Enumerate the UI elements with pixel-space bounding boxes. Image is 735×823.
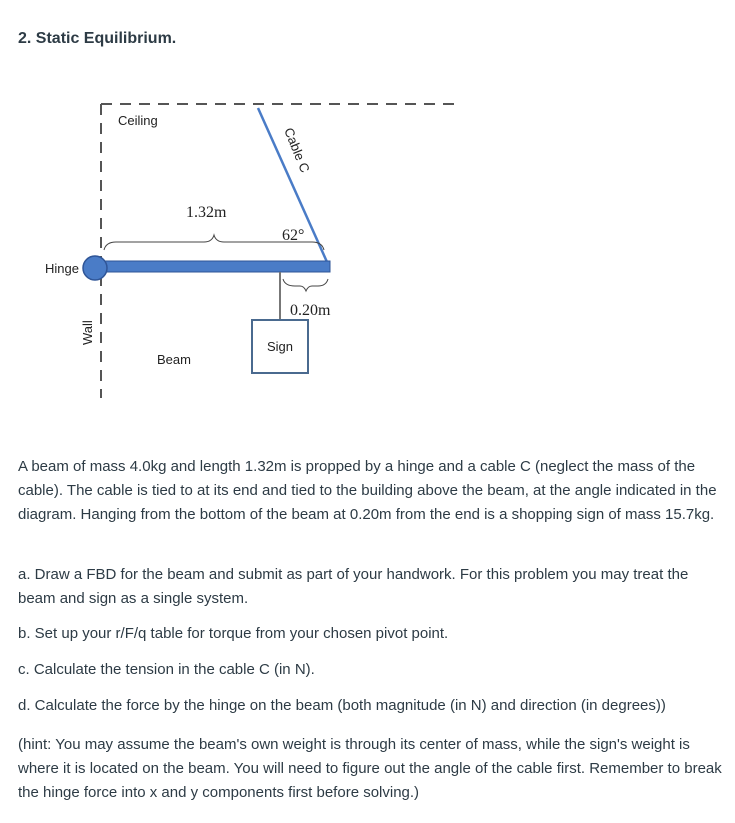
problem-intro: A beam of mass 4.0kg and length 1.32m is propped by a hinge and a cable C (neglect the mass of the cable). The cable is tied to at its end and tied to the building above the beam, at the angle indicated in the diagram. Hanging from the bottom of the beam at 0.20m from the end is a shopping sign of mass 15.7kg.: [18, 458, 717, 523]
sign-offset-label: 0.20m: [290, 302, 331, 319]
beam: [101, 261, 330, 272]
angle-label: 62°: [282, 227, 305, 244]
beam-label: Beam: [157, 352, 191, 367]
sign-offset-brace: [283, 279, 328, 291]
hinge: [83, 256, 107, 280]
sign-label: Sign: [267, 339, 294, 354]
part-d: d. Calculate the force by the hinge on the beam (both magnitude (in N) and direction (in degrees)): [18, 697, 666, 714]
hint: (hint: You may assume the beam's own weight is through its center of mass, while the sign's weight is where it is located on the beam. You will need to figure out the angle of the cable first. Remember to break the hinge force into x and y components first before solving.): [18, 736, 722, 801]
wall-label: Wall: [80, 320, 95, 345]
part-b: b. Set up your r/F/q table for torque from your chosen pivot point.: [18, 625, 449, 642]
problem-title: 2. Static Equilibrium.: [18, 30, 177, 47]
ceiling-label: Ceiling: [118, 113, 158, 128]
part-a: a. Draw a FBD for the beam and submit as part of your handwork. For this problem you may treat the beam and sign as a single system.: [18, 566, 689, 607]
cable-label: Cable C: [281, 125, 313, 175]
hinge-label: Hinge: [45, 261, 79, 276]
beam-length-label: 1.32m: [186, 204, 227, 221]
part-c: c. Calculate the tension in the cable C (in N).: [18, 661, 315, 678]
